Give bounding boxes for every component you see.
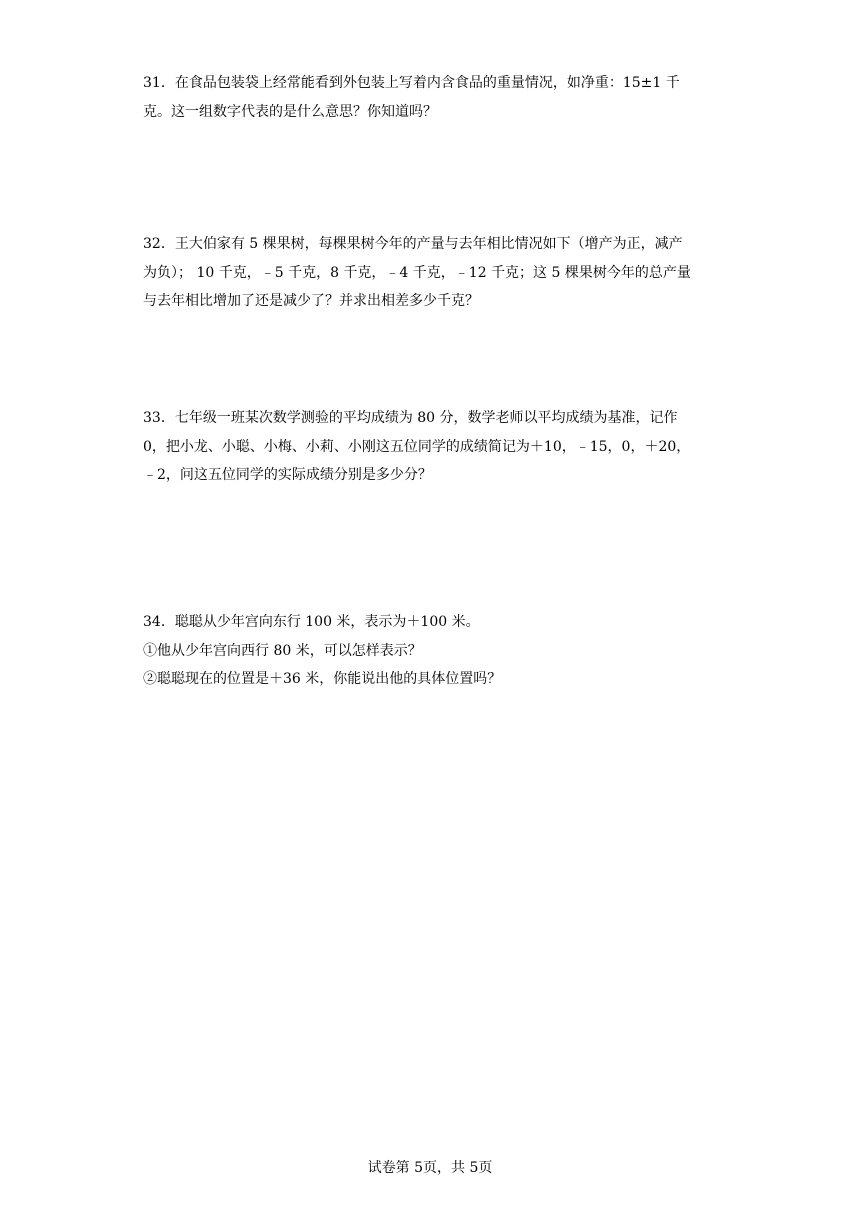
question-32-line-2: 为负）； 10 千克，﹣5 千克，8 千克，﹣4 千克，﹣12 千克；这 5 棵果树今年的总产量 <box>143 264 691 281</box>
page-footer <box>0 1158 860 1178</box>
question-34-subquestion-2: ②聪聪现在的位置是＋36 米，你能说出他的具体位置吗？ <box>143 671 502 687</box>
question-31 <box>143 69 723 126</box>
page-number-label: 试卷第 5页，共 5页 <box>367 1160 493 1176</box>
question-34-subquestion-1: ①他从少年宫向西行 80 米，可以怎样表示？ <box>143 642 422 659</box>
question-33-line-2: 0，把小龙、小聪、小梅、小莉、小刚这五位同学的成绩简记为＋10，﹣15，0，＋20， <box>143 438 691 455</box>
question-34 <box>143 608 723 694</box>
question-33 <box>143 404 723 490</box>
question-31-line-1: 31．在食品包装袋上经常能看到外包装上写着内含食品的重量情况，如净重：15±1 千 <box>143 75 680 91</box>
question-33-line-3: ﹣2，问这五位同学的实际成绩分别是多少分？ <box>143 467 432 483</box>
question-32 <box>143 230 723 316</box>
question-32-line-1: 32．王大伯家有 5 棵果树，每棵果树今年的产量与去年相比情况如下（增产为正，减产 <box>143 236 683 252</box>
question-32-line-3: 与去年相比增加了还是减少了？并求出相差多少千克？ <box>143 293 479 309</box>
question-31-line-2: 克。这一组数字代表的是什么意思？你知道吗？ <box>143 103 437 120</box>
question-34-line-1: 34．聪聪从少年宫向东行 100 米，表示为＋100 米。 <box>143 614 480 630</box>
question-33-line-1: 33．七年级一班某次数学测验的平均成绩为 80 分，数学老师以平均成绩为基准，记作 <box>143 410 678 426</box>
